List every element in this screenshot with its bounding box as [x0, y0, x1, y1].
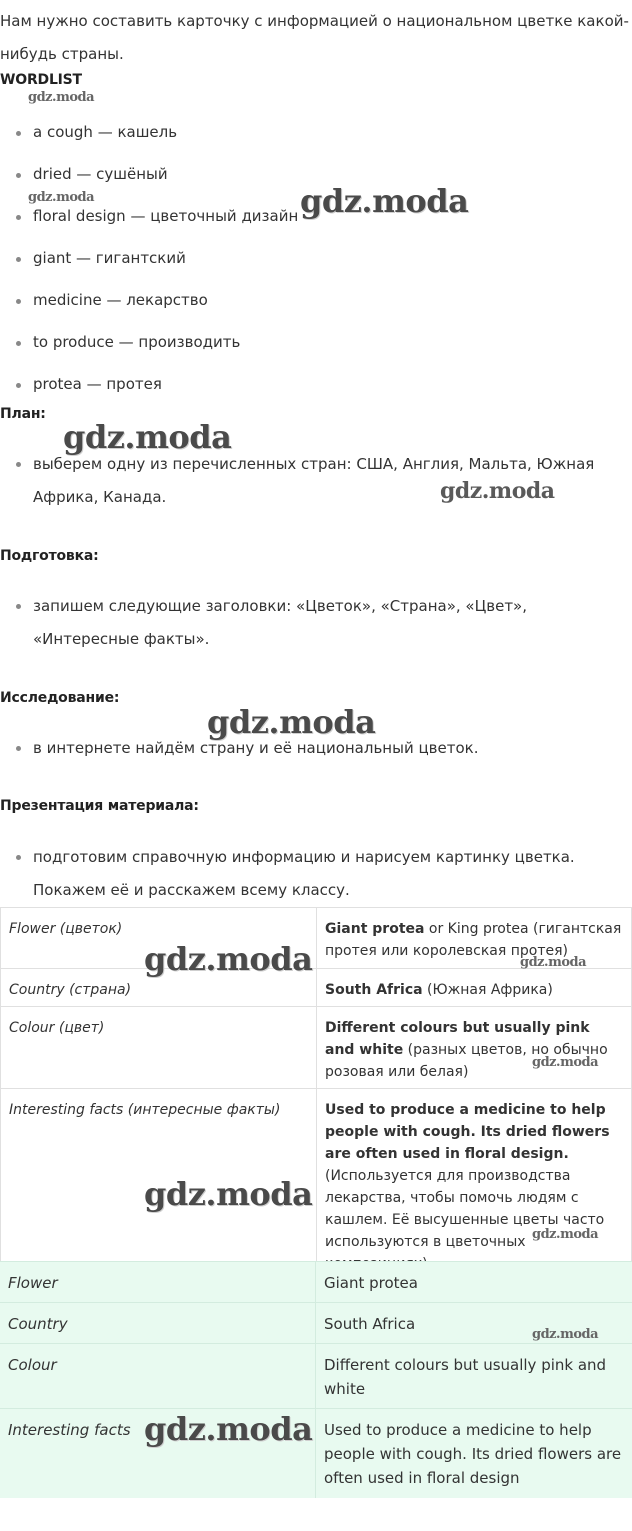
table-row	[0, 1344, 632, 1409]
table-label: Flower	[0, 1262, 316, 1303]
table-row	[1, 1007, 632, 1089]
watermark: gdz.moda	[532, 1327, 599, 1342]
watermark: gdz.moda	[532, 1055, 599, 1070]
plan-heading: План:	[0, 406, 46, 422]
watermark: gdz.moda	[28, 190, 95, 205]
table-value: Used to produce a medicine to help people with cough. Its dried flowers are often used in floral design. (Используется для производства лекарства, чтобы помочь людям с кашлем. Её высушенные цветы часто используются в цветочных	[317, 1089, 632, 1281]
research-heading: Исследование:	[0, 690, 120, 706]
preparation-heading: Подготовка:	[0, 548, 99, 564]
wordlist-heading: WORDLIST	[0, 72, 82, 88]
watermark: gdz.moda	[63, 418, 232, 456]
table-value: Different colours but usually pink and white	[316, 1344, 632, 1409]
list-item: запишем следующие заголовки: «Цветок», «Страна», «Цвет», «Интересные факты».	[0, 590, 632, 656]
table-label: Country	[0, 1303, 316, 1344]
table-label: Interesting facts	[0, 1409, 316, 1498]
flower-table-english	[0, 1261, 632, 1498]
list-item: в интернете найдём страну и её национальный цветок.	[0, 732, 632, 765]
table-label: Interesting facts (интересные факты)	[1, 1089, 317, 1281]
wordlist	[0, 122, 632, 416]
table-value: Giant protea	[316, 1262, 632, 1303]
table-value: South Africa (Южная Африка)	[317, 969, 632, 1007]
watermark: gdz.moda	[144, 1175, 313, 1213]
table-value: Used to produce a medicine to help people with cough. Its dried flowers are often used in floral design	[316, 1409, 632, 1498]
table-label: Colour (цвет)	[1, 1007, 317, 1089]
watermark: gdz.moda	[532, 1227, 599, 1242]
list-item: dried — сушёный	[0, 164, 632, 206]
watermark: gdz.moda	[144, 940, 313, 978]
list-item: выберем одну из перечисленных стран: США, Англия, Мальта, Южная Африка, Канада.	[0, 448, 632, 514]
watermark: gdz.moda	[520, 955, 587, 970]
list-item: floral design — цветочный дизайн	[0, 206, 632, 248]
table-value: South Africa	[316, 1303, 632, 1344]
presentation-list	[0, 841, 632, 907]
watermark: gdz.moda	[28, 90, 95, 105]
list-item: medicine — лекарство	[0, 290, 632, 332]
list-item: подготовим справочную информацию и нарисуем картинку цветка. Покажем её и расскажем всему классу.	[0, 841, 632, 907]
watermark: gdz.moda	[207, 703, 376, 741]
table-row	[1, 1089, 632, 1281]
intro-text: Нам нужно составить карточку с информацией о национальном цветке какой-нибудь страны.	[0, 12, 629, 63]
preparation-list	[0, 590, 632, 656]
list-item: to produce — производить	[0, 332, 632, 374]
watermark: gdz.moda	[300, 182, 469, 220]
watermark: gdz.moda	[440, 478, 555, 504]
table-label: Colour	[0, 1344, 316, 1409]
presentation-heading: Презентация материала:	[0, 798, 199, 814]
table-row	[0, 1262, 632, 1303]
watermark: gdz.moda	[144, 1410, 313, 1448]
table-value: Different colours but usually pink and white (разных цветов, но обычно розовая или белая)	[317, 1007, 632, 1089]
table-row	[0, 1409, 632, 1498]
list-item: a cough — кашель	[0, 122, 632, 164]
table-label: Country (страна)	[1, 969, 317, 1007]
list-item: giant — гигантский	[0, 248, 632, 290]
table-label: Flower (цветок)	[1, 908, 317, 969]
table-row	[1, 969, 632, 1007]
list-item: protea — протея	[0, 374, 632, 416]
table-value: Giant protea or King protea (гигантская протея или королевская протея)	[317, 908, 632, 969]
